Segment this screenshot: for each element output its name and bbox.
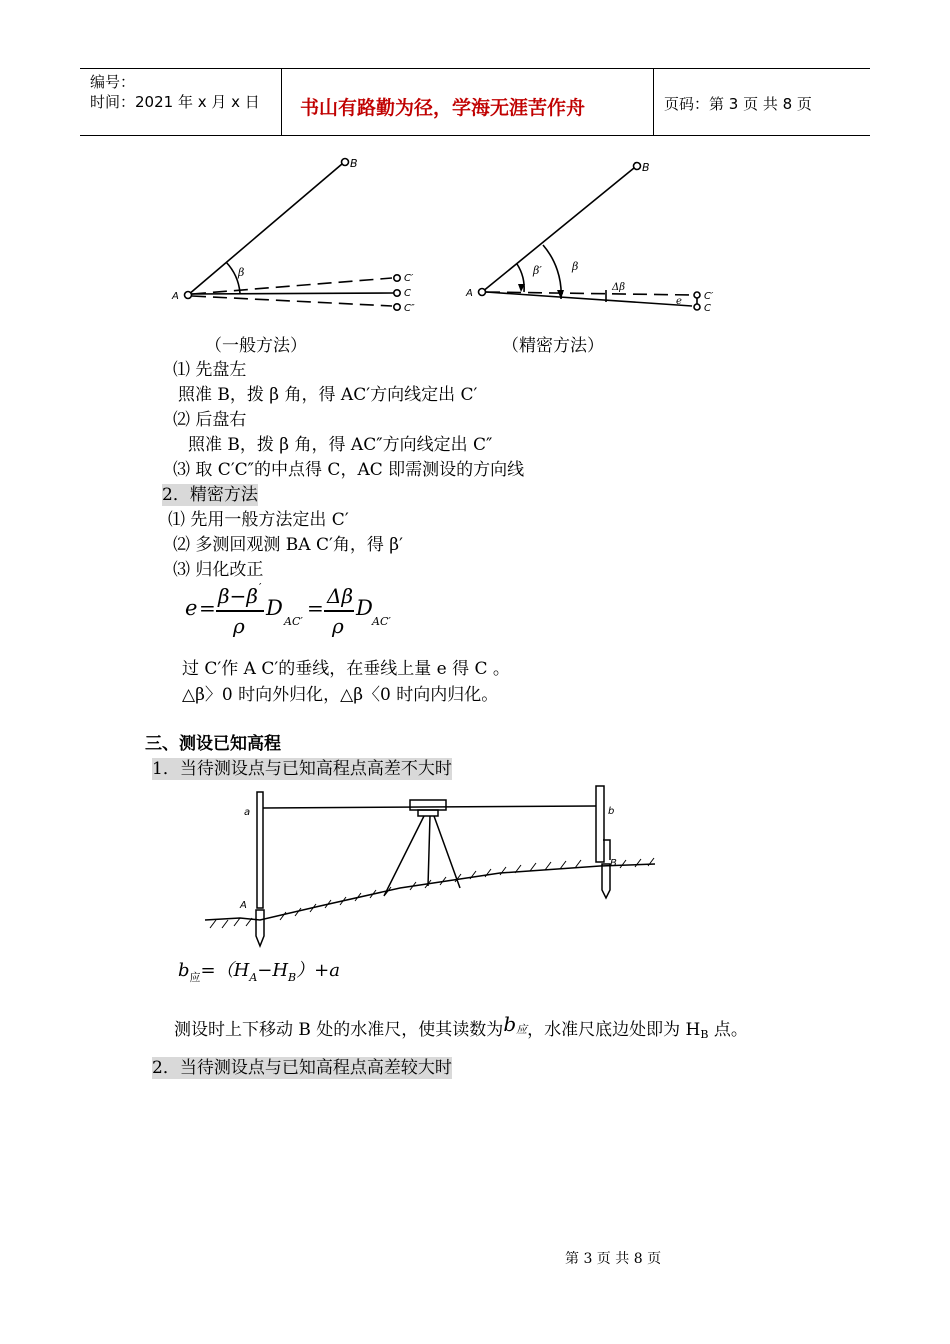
formula-numerator-1-prime: ′ (259, 581, 262, 594)
label-C-prime: C′ (404, 273, 414, 284)
precise-explanation-2: △β〉0 时向外归化，△β〈0 时向内归化。 (182, 685, 499, 705)
point-C-prime-precise (694, 292, 700, 298)
label-B: B (350, 157, 358, 170)
fig-label-A: A (240, 900, 247, 911)
fraction-bar-1 (216, 610, 264, 612)
precise-explanation-1: 过 C′作 A C′的垂线，在垂线上量 e 得 C 。 (182, 659, 510, 679)
precise-step-2: ⑵ 多测回观测 BA C′角，得 β′ (173, 535, 403, 555)
line-AC (192, 293, 394, 294)
sight-line (263, 806, 596, 808)
section-3-heading: 三、测设已知高程 (145, 734, 281, 754)
precise-method-diagram (479, 163, 701, 311)
section-3-subheading-1: 1．当待测设点与已知高程点高差不大时 (152, 759, 452, 779)
header-time: 时间：2021 年 x 月 x 日 (90, 93, 260, 111)
level-telescope (410, 800, 446, 810)
label-A-precise: A (466, 288, 473, 299)
label-B-precise: B (642, 161, 650, 174)
elevation-formula-sub: 应 (189, 971, 201, 984)
formula-equals-2: = (307, 596, 324, 620)
elevation-formula (178, 956, 340, 985)
fig-label-B: B (610, 858, 617, 869)
stake-A (256, 910, 264, 946)
section-3-subheading-2: 2．当待测设点与已知高程点高差较大时 (152, 1058, 452, 1078)
desc-hb: B (700, 1028, 709, 1041)
fraction-bar-2 (324, 610, 354, 612)
general-step-1-detail: 照准 B，拨 β 角，得 AC′方向线定出 C′ (178, 385, 478, 405)
header-motto: 书山有路勤为径，学海无涯苦作舟 (300, 97, 586, 119)
point-A-precise (479, 289, 486, 296)
page-footer: 第 3 页 共 8 页 (565, 1251, 662, 1267)
label-A: A (172, 291, 179, 302)
formula-denominator-2: ρ (332, 614, 344, 638)
label-C-double-prime: C″ (404, 303, 415, 314)
line-AC-double-prime (192, 296, 392, 306)
general-method-diagram (185, 159, 401, 311)
elevation-formula-A: A (249, 971, 258, 984)
label-C-precise: C (704, 303, 711, 314)
elevation-formula-minus: −H (257, 960, 289, 981)
angle-setting-figure (160, 150, 740, 330)
formula-denominator-1: ρ (233, 614, 245, 638)
label-C-prime-precise: C′ (704, 291, 714, 302)
caption-precise-method: （精密方法） (502, 336, 604, 356)
leveling-description (174, 1012, 748, 1041)
precise-step-1: ⑴ 先用一般方法定出 C′ (168, 510, 349, 530)
desc-end: 点。 (708, 1020, 748, 1040)
point-C-precise (694, 304, 700, 310)
formula-D-2: D (356, 596, 373, 620)
label-C: C (404, 288, 411, 299)
general-step-3: ⑶ 取 C′C″的中点得 C，AC 即需测设的方向线 (173, 460, 525, 480)
ground-line (205, 864, 655, 920)
elevation-formula-b: b (178, 960, 190, 981)
caption-general-method: （一般方法） (205, 336, 307, 356)
formula-sub-2: AC′ (372, 615, 391, 628)
header-number: 编号： (90, 73, 136, 91)
fig-label-a: a (244, 807, 251, 818)
line-AB (188, 164, 342, 295)
desc-post: ，水准尺底边处即为 H (527, 1020, 701, 1040)
staff-B (596, 786, 604, 862)
formula-sub-1: AC′ (284, 615, 303, 628)
header-divider-right (653, 68, 654, 136)
header-top-rule (80, 68, 870, 69)
precise-step-3: ⑶ 归化改正 (173, 560, 264, 580)
desc-sub: 应 (516, 1023, 528, 1036)
desc-pre: 测设时上下移动 B 处的水准尺，使其读数为 (174, 1020, 504, 1040)
label-e: e (676, 296, 682, 307)
label-beta: β (238, 266, 245, 279)
point-B-precise (634, 163, 641, 170)
fig-label-b: b (608, 806, 615, 817)
label-delta-beta: Δβ (612, 282, 626, 293)
general-step-2-detail: 照准 B，拨 β 角，得 AC″方向线定出 C″ (188, 435, 493, 455)
header-divider-left (281, 68, 282, 136)
elevation-formula-rest: =（H (200, 960, 250, 981)
elevation-formula-B: B (288, 971, 297, 984)
desc-b: b (503, 1012, 517, 1036)
formula-numerator-2: Δβ (327, 584, 354, 608)
label-beta-prime: β′ (533, 264, 542, 277)
ground-hatching (210, 858, 654, 928)
header-bottom-rule (80, 135, 870, 136)
elevation-formula-end: ）+a (296, 960, 340, 981)
point-C-prime (394, 275, 400, 281)
point-C (394, 290, 400, 296)
line-AC-prime (192, 278, 392, 294)
formula-numerator-1: β−β (218, 584, 258, 608)
precise-method-heading: 2．精密方法 (162, 485, 258, 505)
staff-A (257, 792, 263, 908)
point-B (342, 159, 349, 166)
formula-equals-1: = (199, 596, 216, 620)
formula-e: e (185, 596, 198, 620)
label-beta-precise: β (572, 260, 579, 273)
header-page-number: 页码：第 3 页 共 8 页 (664, 95, 812, 113)
level-base (418, 810, 438, 816)
point-A (185, 292, 192, 299)
general-step-1: ⑴ 先盘左 (173, 360, 247, 380)
formula-D-1: D (266, 596, 283, 620)
general-step-2: ⑵ 后盘右 (173, 410, 247, 430)
point-C-double-prime (394, 304, 400, 310)
leveling-figure (200, 778, 660, 950)
stake-B (602, 864, 610, 898)
